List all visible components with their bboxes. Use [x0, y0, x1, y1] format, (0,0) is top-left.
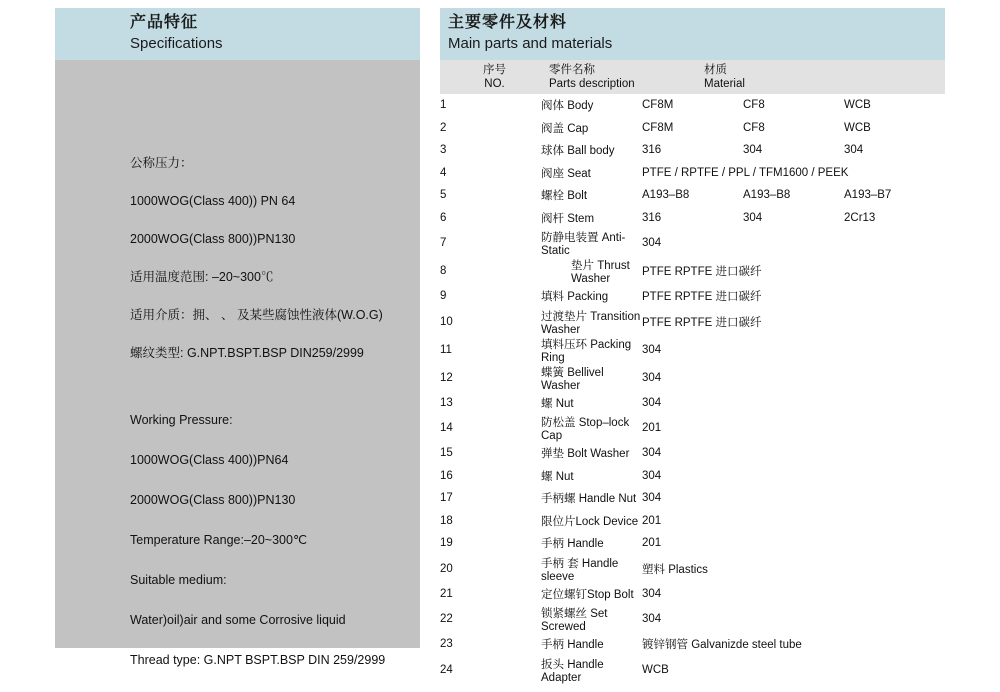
cell-no: 1: [440, 99, 447, 112]
cell-no: 16: [440, 469, 453, 482]
cell-part-description: 限位片Lock Device: [541, 515, 639, 528]
table-row: [440, 392, 945, 415]
cell-part-description: 手柄 Handle: [541, 639, 604, 652]
cell-material-2: CF8: [743, 121, 765, 134]
table-row: [440, 364, 945, 392]
table-row: [440, 487, 945, 510]
cell-no: 15: [440, 447, 453, 460]
table-row: [440, 162, 945, 185]
header-cell-no: [440, 60, 541, 94]
table-row: [440, 510, 945, 533]
cell-material: PTFE RPTFE 进口碳纤: [642, 291, 762, 304]
table-row: [440, 207, 945, 230]
cell-part-description: 手柄 套 Handle sleeve: [541, 557, 619, 583]
header-no-en: NO.: [484, 78, 505, 90]
spec-line-en: Working Pressure:: [130, 413, 233, 427]
cell-part-description: 定位螺钉Stop Bolt: [541, 588, 634, 601]
cell-material: 304: [642, 469, 662, 482]
cell-material-3: A193–B7: [844, 189, 892, 202]
cell-part-description: 垫片 Thrust Washer: [571, 260, 630, 285]
cell-part-description: 弹垫 Bolt Washer: [541, 448, 630, 461]
table-row: [440, 633, 945, 656]
cell-material-3: 2Cr13: [844, 211, 876, 224]
cell-part-description: 手柄 Handle: [541, 538, 604, 551]
cell-part-description: 蝶簧 Bellivel Washer: [541, 366, 604, 392]
table-row: [440, 336, 945, 364]
table-row: [440, 605, 945, 633]
cell-no: 12: [440, 371, 453, 384]
cell-material: 304: [642, 343, 662, 356]
cell-material: 201: [642, 422, 662, 434]
specifications-list-en: [130, 412, 440, 692]
header-part-en: Parts description: [549, 78, 635, 90]
main-parts-panel: [440, 8, 945, 684]
cell-no: 20: [440, 562, 453, 575]
header-cell-part: [541, 60, 642, 94]
cell-material: 镀锌钢管 Galvanizde steel tube: [642, 639, 802, 652]
cell-part-description: 填料 Packing: [541, 291, 609, 304]
cell-material: 304: [642, 587, 662, 600]
specifications-body: [55, 60, 420, 667]
header-material-en: Material: [704, 78, 745, 90]
cell-material: 201: [642, 537, 662, 550]
cell-material-2: CF8: [743, 99, 765, 112]
table-header-row: [440, 60, 945, 94]
spec-line: 2000WOG(Class 800))PN130: [130, 232, 296, 246]
cell-part-description: 过渡垫片 Transition Washer: [541, 310, 641, 336]
cell-part-description: 扳头 Handle Adapter: [541, 658, 604, 684]
cell-material-3: WCB: [844, 121, 871, 134]
table-row: [440, 442, 945, 465]
header-cell-material: [642, 60, 945, 94]
cell-material: 304: [642, 371, 662, 384]
cell-no: 6: [440, 211, 447, 224]
cell-material: WCB: [642, 663, 669, 676]
cell-material: 304: [642, 237, 662, 249]
cell-material: 塑料 Plastics: [642, 563, 708, 576]
table-row: [440, 555, 945, 583]
cell-part-description: 锁紧螺丝 Set Screwed: [541, 608, 608, 633]
table-row: [440, 139, 945, 162]
table-row: [440, 257, 945, 285]
specifications-panel: [55, 8, 420, 667]
table-row: [440, 308, 945, 336]
cell-material: 304: [642, 492, 662, 505]
cell-no: 13: [440, 396, 453, 409]
cell-no: 19: [440, 537, 453, 550]
cell-material-1: CF8M: [642, 121, 674, 134]
cell-part-description: 螺 Nut: [541, 470, 574, 483]
cell-material-1: 316: [642, 144, 662, 157]
cell-no: 3: [440, 144, 447, 157]
cell-part-description: 防静电装置 Anti-Static: [541, 232, 626, 257]
spec-line-en: Water)oil)air and some Corrosive liquid: [130, 613, 346, 627]
cell-material-2: 304: [743, 144, 763, 157]
spec-line-en: 2000WOG(Class 800))PN130: [130, 493, 296, 507]
table-row: [440, 414, 945, 442]
cell-part-description: 阀盖 Cap: [541, 122, 589, 135]
cell-part-description: 螺 Nut: [541, 397, 574, 410]
cell-part-description: 阀体 Body: [541, 100, 594, 113]
main-parts-header: [440, 8, 945, 60]
cell-no: 17: [440, 492, 453, 505]
cell-material-1: CF8M: [642, 99, 674, 112]
table-row: [440, 117, 945, 140]
table-row: [440, 656, 945, 684]
specifications-list-cn: [130, 155, 430, 383]
specifications-title-en: Specifications: [130, 35, 223, 52]
table-row: [440, 532, 945, 555]
cell-material: 304: [642, 447, 662, 460]
specifications-title-cn: 产品特征: [130, 14, 199, 31]
specifications-header: [55, 8, 420, 60]
cell-part-description: 螺栓 Bolt: [541, 190, 588, 203]
cell-material: PTFE RPTFE 进口碳纤: [642, 316, 762, 329]
cell-part-description: 阀座 Seat: [541, 167, 591, 180]
table-row: [440, 94, 945, 117]
cell-material-3: 304: [844, 144, 864, 157]
header-material-cn: 材质: [704, 64, 727, 76]
cell-no: 21: [440, 587, 453, 600]
cell-no: 2: [440, 121, 447, 134]
cell-no: 14: [440, 422, 453, 434]
cell-part-description: 手柄螺 Handle Nut: [541, 493, 637, 506]
table-row: [440, 285, 945, 308]
cell-material: 201: [642, 514, 662, 527]
cell-part-description: 阀杆 Stem: [541, 212, 595, 225]
main-parts-title-cn: 主要零件及材料: [448, 14, 568, 31]
cell-material-2: 304: [743, 211, 763, 224]
cell-no: 7: [440, 237, 447, 249]
spec-line-en: 1000WOG(Class 400))PN64: [130, 453, 289, 467]
cell-material-2: A193–B8: [743, 189, 791, 202]
header-part-cn: 零件名称: [549, 64, 595, 76]
cell-no: 24: [440, 663, 453, 676]
table-row: [440, 184, 945, 207]
cell-no: 11: [440, 343, 452, 356]
cell-material-1: A193–B8: [642, 189, 690, 202]
spec-line: 1000WOG(Class 400)) PN 64: [130, 194, 296, 208]
table-row: [440, 583, 945, 606]
cell-no: 5: [440, 189, 447, 202]
cell-material: 304: [642, 613, 662, 625]
cell-material: PTFE / RPTFE / PPL / TFM1600 / PEEK: [642, 166, 849, 179]
cell-material-3: WCB: [844, 99, 871, 112]
cell-part-description: 防松盖 Stop–lock Cap: [541, 417, 630, 442]
spec-line: 公称压力：: [130, 156, 193, 170]
table-row: [440, 465, 945, 488]
spec-line: 适用温度范围: –20~300℃: [130, 270, 274, 284]
spec-line-en: Temperature Range:–20~300℃: [130, 533, 308, 547]
cell-no: 8: [440, 265, 447, 277]
cell-no: 23: [440, 638, 453, 651]
main-parts-table: [440, 60, 945, 684]
spec-line: 适用介质：拥、 、 及某些腐蚀性液体(W.O.G): [130, 308, 383, 322]
header-no-cn: 序号: [483, 64, 506, 76]
spec-line: 螺纹类型: G.NPT.BSPT.BSP DIN259/2999: [130, 346, 364, 360]
spec-line-en: Suitable medium:: [130, 573, 227, 587]
cell-part-description: 球体 Ball body: [541, 145, 615, 158]
table-row: [440, 229, 945, 257]
cell-material: PTFE RPTFE 进口碳纤: [642, 266, 762, 278]
cell-no: 10: [440, 315, 453, 328]
cell-part-description: 填料压环 Packing Ring: [541, 338, 632, 364]
cell-material: 304: [642, 396, 662, 409]
main-parts-title-en: Main parts and materials: [448, 35, 613, 52]
cell-no: 9: [440, 290, 447, 303]
spec-line-en: Thread type: G.NPT BSPT.BSP DIN 259/2999: [130, 653, 386, 667]
cell-no: 4: [440, 166, 447, 179]
cell-no: 18: [440, 514, 453, 527]
cell-no: 22: [440, 613, 453, 625]
cell-material-1: 316: [642, 211, 662, 224]
